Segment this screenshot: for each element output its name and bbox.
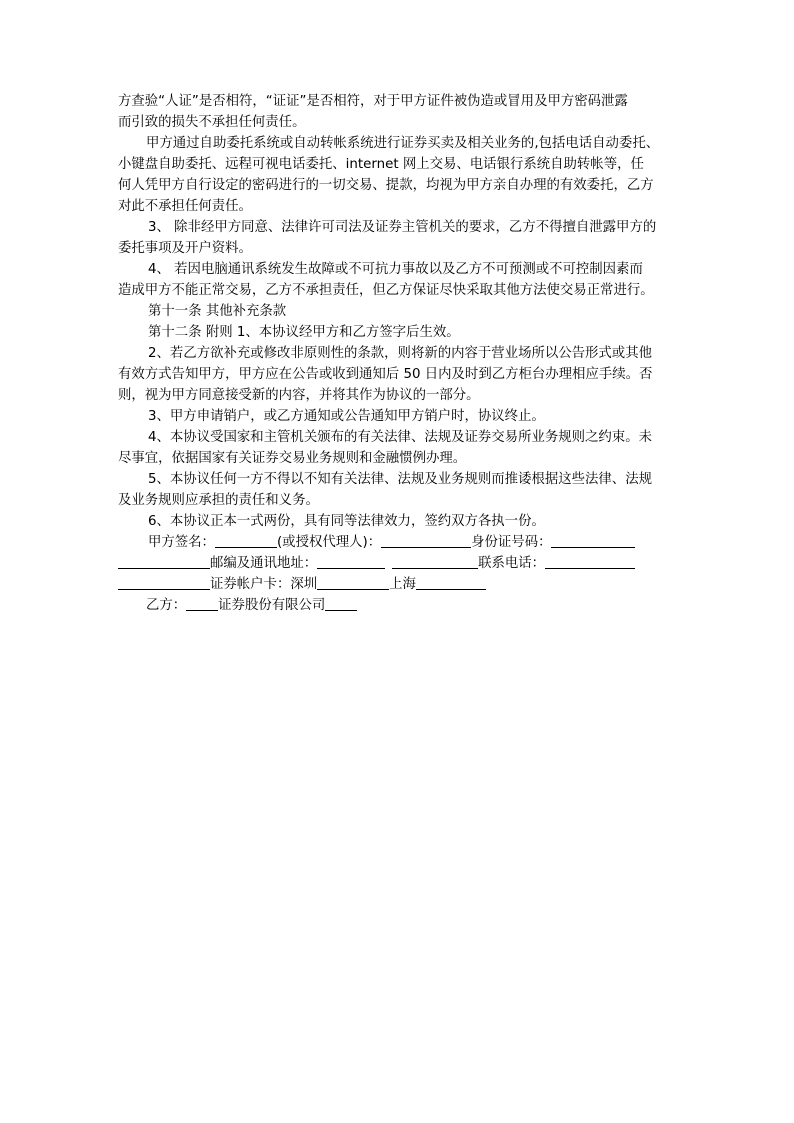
shenzhen-account-blank[interactable] xyxy=(317,575,389,590)
agent-blank[interactable] xyxy=(381,533,471,548)
text-line: 4、本协议受国家和主管机关颁布的有关法律、法规及证券交易所业务规则之约束。未 xyxy=(148,430,652,445)
text-line: 及业务规则应承担的责任和义务。 xyxy=(118,493,319,508)
text-line: 6、本协议正本一式两份，具有同等法律效力，签约双方各执一份。 xyxy=(148,514,545,529)
clause-heading: 第十一条 其他补充条款 xyxy=(148,304,287,319)
party-b-name-blank[interactable] xyxy=(186,596,218,611)
address-blank-2[interactable] xyxy=(392,554,478,569)
text-line: 4、 若因电脑通讯系统发生故障或不可抗力事故以及乙方不可预测或不可控制因素而 xyxy=(148,262,643,277)
address-label: 邮编及通讯地址： xyxy=(210,556,318,571)
phone-label: 联系电话： xyxy=(478,556,546,571)
text-line: 何人凭甲方自行设定的密码进行的一切交易、提款，均视为甲方亲自办理的有效委托，乙方 xyxy=(118,178,654,193)
id-blank-continued[interactable] xyxy=(118,554,210,569)
text-line: 尽事宜，依据国家有关证券交易业务规则和金融惯例办理。 xyxy=(118,451,467,466)
phone-blank-continued[interactable] xyxy=(118,575,210,590)
text-line: 造成甲方不能正常交易，乙方不承担责任，但乙方保证尽快采取其他方法使交易正常进行。 xyxy=(118,283,654,298)
id-blank[interactable] xyxy=(551,533,635,548)
text-line: 甲方通过自助委托系统或自动转帐系统进行证券买卖及相关业务的,包括电话自动委托、 xyxy=(146,136,660,151)
text-line: 方查验“人证”是否相符，“证证”是否相符，对于甲方证件被伪造或冒用及甲方密码泄露 xyxy=(118,94,628,109)
id-label: 身份证号码： xyxy=(471,535,552,550)
text-line: 则，视为甲方同意接受新的内容，并将其作为协议的一部分。 xyxy=(118,388,480,403)
party-a-signature-blank[interactable] xyxy=(215,533,277,548)
text-line: 而引致的损失不承担任何责任。 xyxy=(118,115,306,130)
agent-label: (或授权代理人)： xyxy=(276,535,382,550)
account-label: 证券帐户卡：深圳 xyxy=(210,577,318,592)
phone-blank[interactable] xyxy=(545,554,635,569)
signature-line-c xyxy=(118,574,680,595)
shanghai-label: 上海 xyxy=(389,577,416,592)
text-line: 3、甲方申请销户，或乙方通知或公告通知甲方销户时，协议终止。 xyxy=(148,409,545,424)
contract-page xyxy=(118,91,680,616)
party-b-trailing-blank[interactable] xyxy=(325,596,357,611)
text-line: 5、本协议任何一方不得以不知有关法律、法规及业务规则而推诿根据这些法律、法规 xyxy=(148,472,652,487)
signature-line-a xyxy=(118,532,680,553)
text-line: 小键盘自助委托、远程可视电话委托、internet 网上交易、电话银行系统自助转帐等，任 xyxy=(118,157,644,172)
text-line: 对此不承担任何责任。 xyxy=(118,199,252,214)
shanghai-account-blank[interactable] xyxy=(416,575,486,590)
party-b-label: 乙方： xyxy=(146,598,187,613)
signature-line-b xyxy=(118,553,680,574)
text-line: 委托事项及开户资料。 xyxy=(118,241,252,256)
clause-heading: 第十二条 附则 1、本协议经甲方和乙方签字后生效。 xyxy=(148,325,460,340)
party-a-label: 甲方签名： xyxy=(148,535,215,550)
signature-line-b-party xyxy=(118,595,680,616)
party-b-suffix: 证券股份有限公司 xyxy=(218,598,326,613)
text-line: 有效方式告知甲方，甲方应在公告或收到通知后 50 日内及时到乙方柜台办理相应手续。否 xyxy=(118,367,653,382)
text-line: 2、若乙方欲补充或修改非原则性的条款，则将新的内容于营业场所以公告形式或其他 xyxy=(148,346,652,361)
address-blank[interactable] xyxy=(317,554,385,569)
text-line: 3、 除非经甲方同意、法律许可司法及证券主管机关的要求，乙方不得擅自泄露甲方的 xyxy=(148,220,657,235)
